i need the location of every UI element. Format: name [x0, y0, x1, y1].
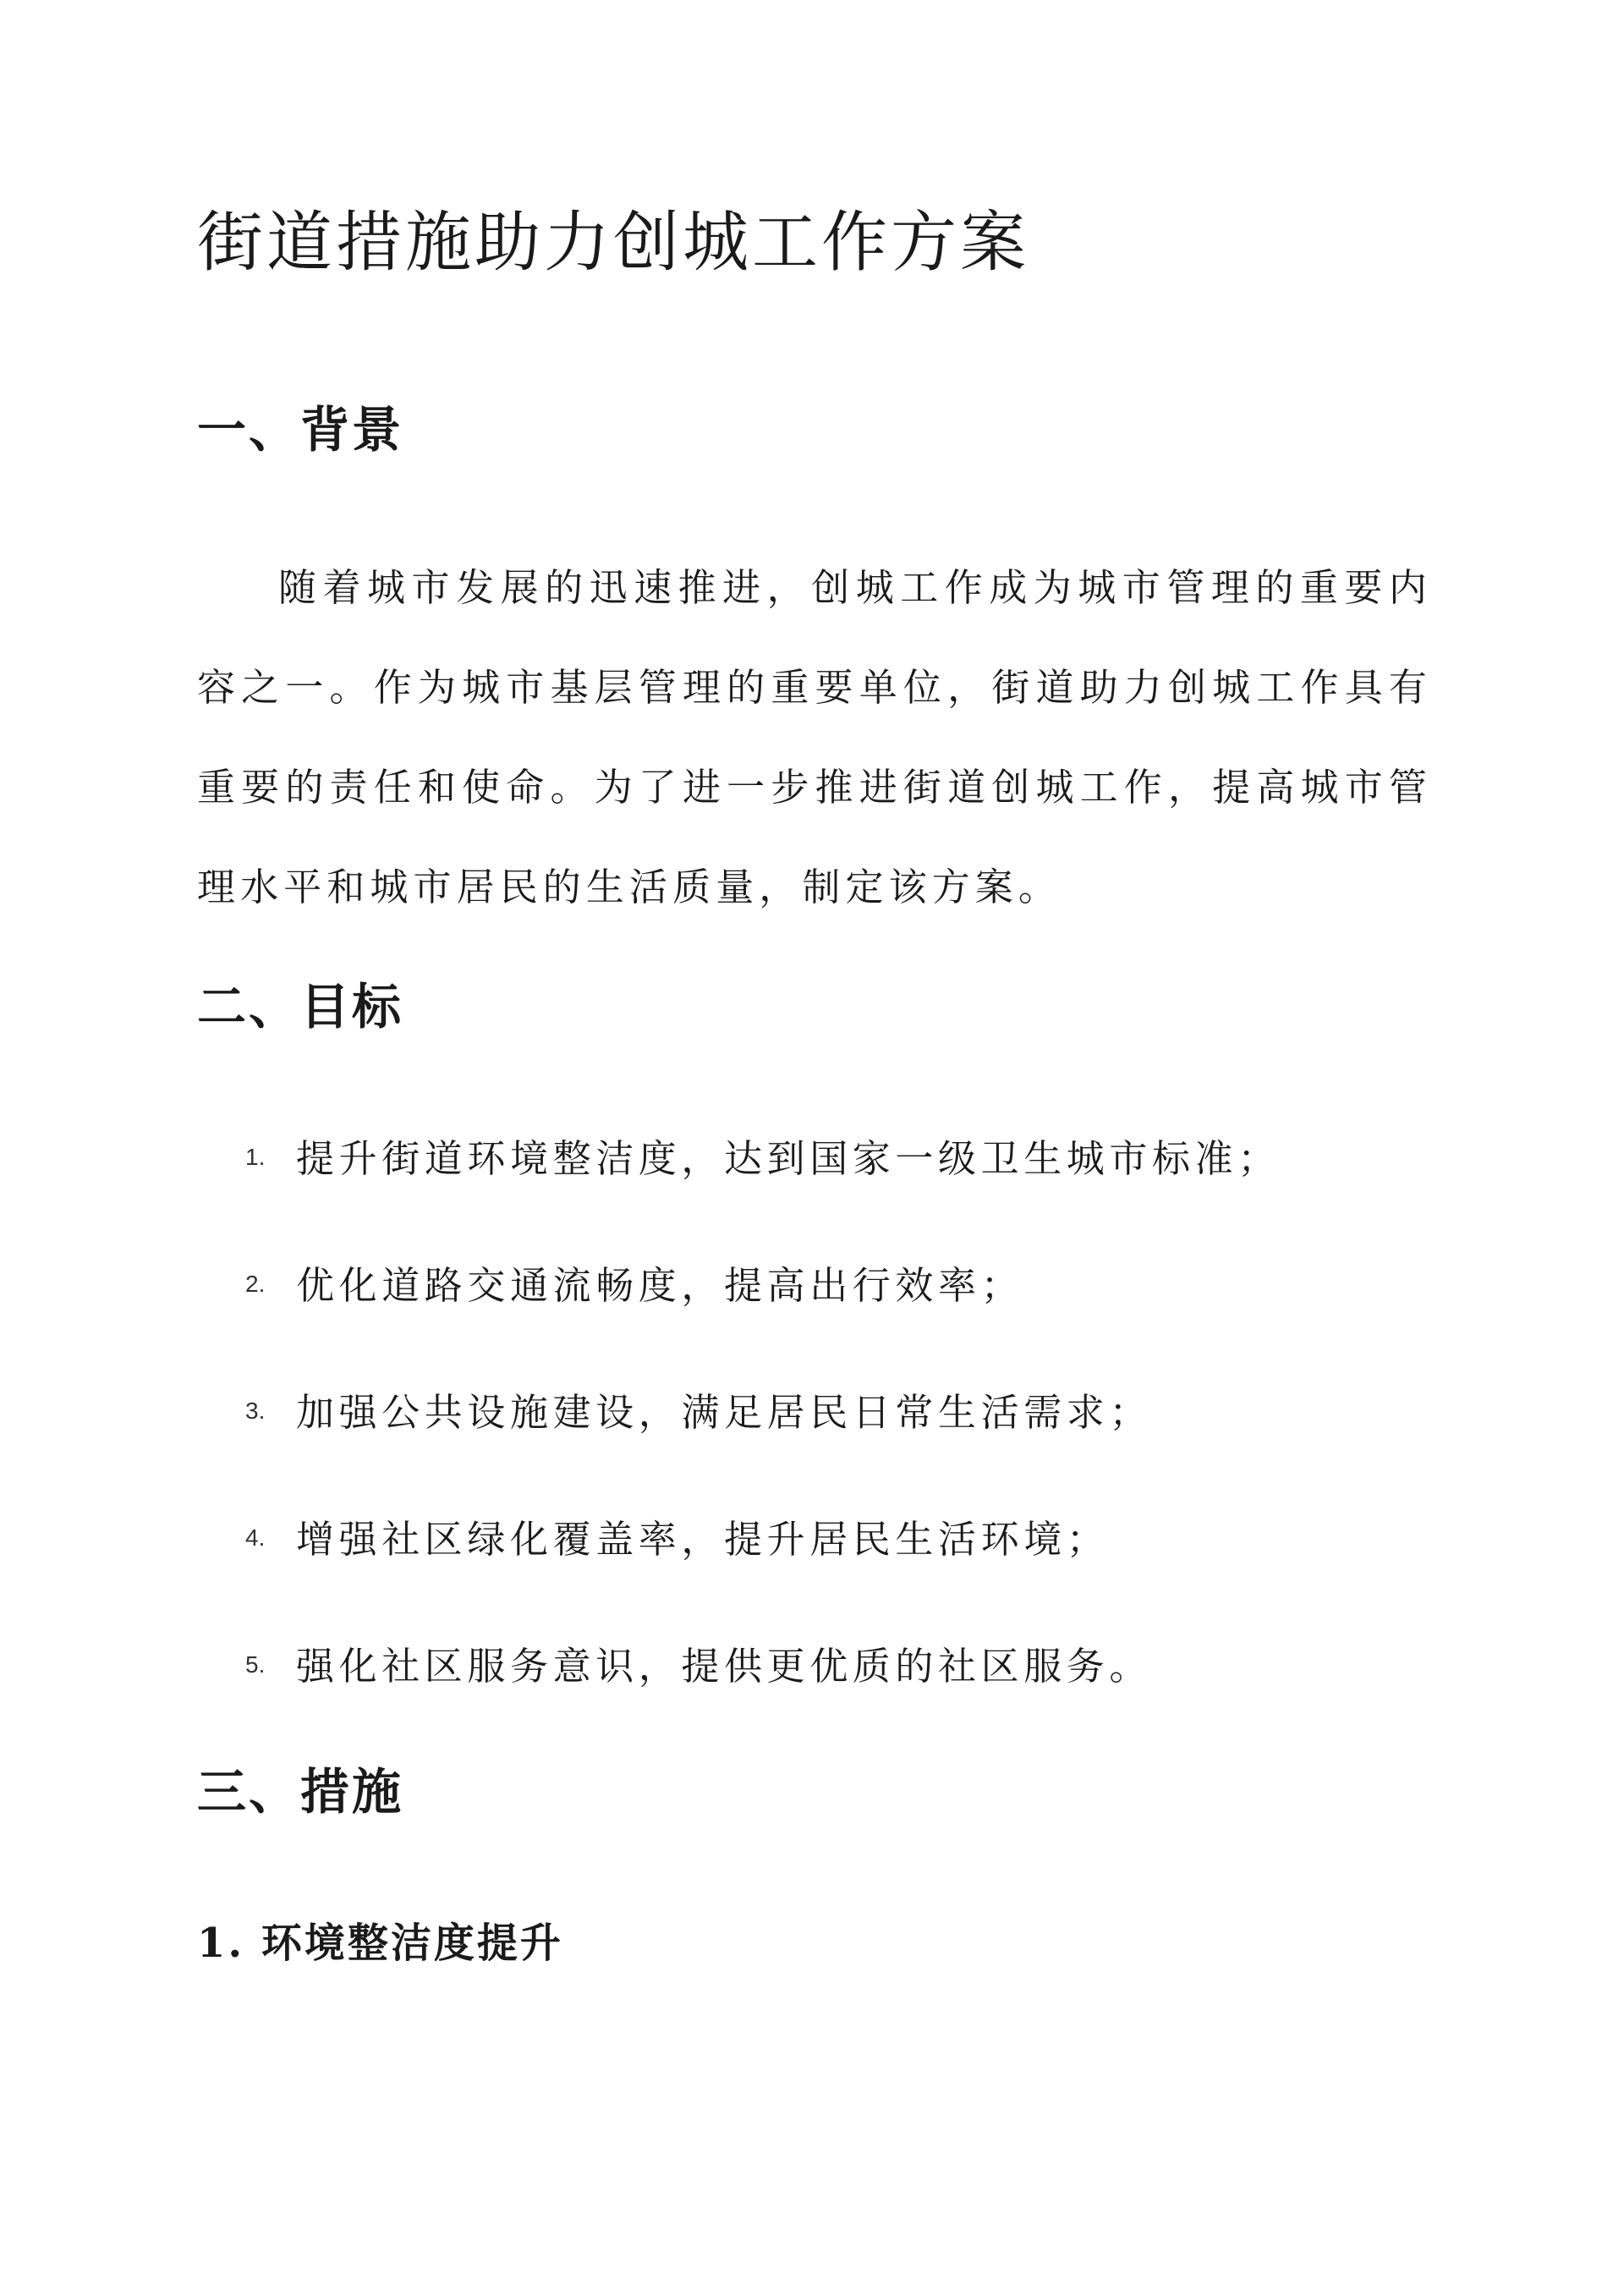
goal-number: 2. [245, 1271, 266, 1297]
measures-subheading: 1. 环境整洁度提升 [197, 1920, 563, 1967]
goal-number: 1. [245, 1144, 266, 1170]
section-heading-goals: 二、目标 [197, 978, 404, 1035]
goal-text: 提升街道环境整洁度，达到国家一级卫生城市标准； [296, 1136, 1281, 1181]
goal-number: 3. [245, 1398, 266, 1424]
section-heading-background: 一、背景 [197, 401, 404, 459]
background-paragraph: 随着城市发展的迅速推进，创城工作成为城市管理的重要内容之一。作为城市基层管理的重要单位，街道助力创城工作具有重要的责任和使命。为了进一步推进街道创城工作，提高城市管理水平和城市居民的生活质量，制定该方案。 [197, 565, 1432, 909]
goal-number: 4. [245, 1524, 266, 1551]
goal-text: 强化社区服务意识，提供更优质的社区服务。 [296, 1644, 1153, 1689]
goal-text: 增强社区绿化覆盖率，提升居民生活环境； [296, 1517, 1110, 1562]
section-heading-measures: 三、措施 [197, 1763, 404, 1821]
document-title: 街道措施助力创城工作方案 [197, 205, 1030, 281]
goal-text: 优化道路交通流畅度，提高出行效率； [296, 1263, 1024, 1308]
goal-number: 5. [245, 1651, 266, 1678]
goal-text: 加强公共设施建设，满足居民日常生活需求； [296, 1390, 1153, 1435]
